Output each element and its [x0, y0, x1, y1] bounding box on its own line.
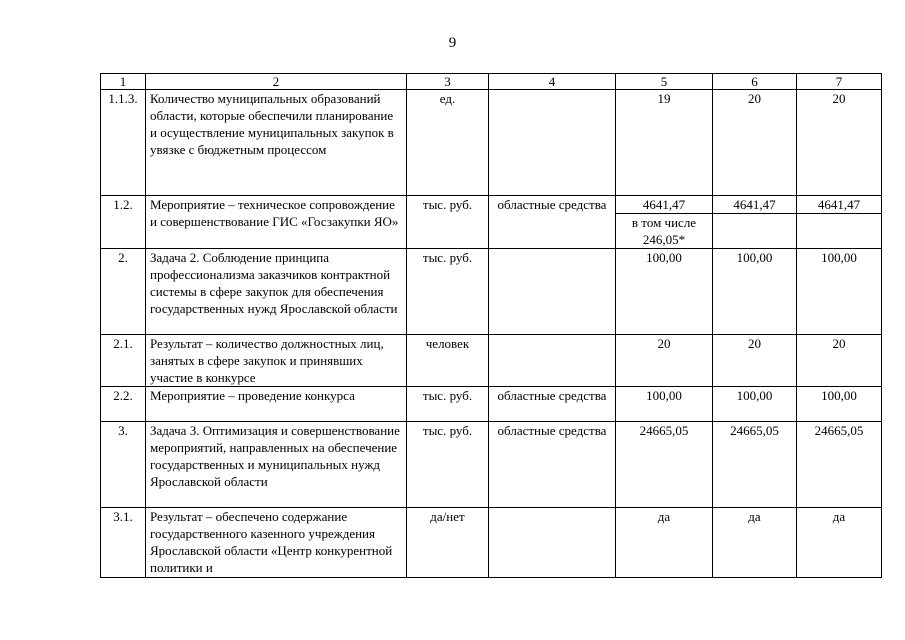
- row-source: [489, 249, 616, 335]
- table-row: [101, 335, 882, 387]
- row-source: [489, 335, 616, 387]
- row-unit: тыс. руб.: [407, 422, 489, 508]
- program-table: [100, 73, 882, 578]
- row-value-7: 4641,47: [797, 196, 882, 214]
- row-unit: тыс. руб.: [407, 249, 489, 335]
- column-header: 4: [489, 74, 616, 90]
- row-source: [489, 508, 616, 578]
- row-value-6: 20: [713, 90, 797, 196]
- row-number: 2.: [101, 249, 146, 335]
- row-name: Количество муниципальных образований области, которые обеспечили планирование и осуществление муниципальных закупок в увязке с бюджетным процессом: [146, 90, 407, 196]
- row-source: областные средства: [489, 387, 616, 422]
- row-unit: тыс. руб.: [407, 387, 489, 422]
- row-value-6: да: [713, 508, 797, 578]
- column-header: 2: [146, 74, 407, 90]
- row-unit: ед.: [407, 90, 489, 196]
- table-row: [101, 90, 882, 196]
- row-name: Задача 2. Соблюдение принципа профессионализма заказчиков контрактной системы в сфере закупок для обеспечения государственных нужд Ярославской области: [146, 249, 407, 335]
- row-unit: да/нет: [407, 508, 489, 578]
- row-source: областные средства: [489, 422, 616, 508]
- column-header: 6: [713, 74, 797, 90]
- row-value-6: 4641,47: [713, 196, 797, 214]
- row-value-7: да: [797, 508, 882, 578]
- table-header-row: [101, 74, 882, 90]
- empty-cell: [713, 214, 797, 249]
- column-header: 3: [407, 74, 489, 90]
- column-header: 1: [101, 74, 146, 90]
- row-value-6: 20: [713, 335, 797, 387]
- row-number: 1.2.: [101, 196, 146, 249]
- row-value-7: 24665,05: [797, 422, 882, 508]
- table-row: [101, 249, 882, 335]
- row-value-7: 100,00: [797, 387, 882, 422]
- row-number: 1.1.3.: [101, 90, 146, 196]
- row-name: Мероприятие – проведение конкурса: [146, 387, 407, 422]
- row-number: 2.2.: [101, 387, 146, 422]
- row-value-5: да: [616, 508, 713, 578]
- table-row: [101, 422, 882, 508]
- row-value-5: 19: [616, 90, 713, 196]
- row-unit: человек: [407, 335, 489, 387]
- row-name: Результат – количество должностных лиц, занятых в сфере закупок и принявших участие в конкурсе: [146, 335, 407, 387]
- row-source: областные средства: [489, 196, 616, 249]
- row-value-7: 20: [797, 90, 882, 196]
- row-value-6: 100,00: [713, 249, 797, 335]
- row-name: Результат – обеспечено содержание государственного казенного учреждения Ярославской области «Центр конкурентной политики и: [146, 508, 407, 578]
- row-name: Мероприятие – техническое сопровождение и совершенствование ГИС «Госзакупки ЯО»: [146, 196, 407, 249]
- row-number: 3.: [101, 422, 146, 508]
- row-value-6: 100,00: [713, 387, 797, 422]
- table-row: [101, 196, 882, 214]
- table-row: [101, 508, 882, 578]
- row-name: Задача 3. Оптимизация и совершенствование мероприятий, направленных на обеспечение государственных и муниципальных нужд Ярославской области: [146, 422, 407, 508]
- row-value-5-note: в том числе 246,05*: [616, 214, 713, 249]
- row-number: 3.1.: [101, 508, 146, 578]
- table-row: [101, 387, 882, 422]
- row-unit: тыс. руб.: [407, 196, 489, 249]
- row-value-5: 24665,05: [616, 422, 713, 508]
- row-value-5: 100,00: [616, 249, 713, 335]
- page-number: 9: [448, 35, 457, 51]
- row-value-5: 20: [616, 335, 713, 387]
- row-value-6: 24665,05: [713, 422, 797, 508]
- row-value-5: 4641,47: [616, 196, 713, 214]
- column-header: 5: [616, 74, 713, 90]
- row-value-7: 20: [797, 335, 882, 387]
- column-header: 7: [797, 74, 882, 90]
- row-number: 2.1.: [101, 335, 146, 387]
- row-value-5: 100,00: [616, 387, 713, 422]
- row-value-7: 100,00: [797, 249, 882, 335]
- empty-cell: [797, 214, 882, 249]
- row-source: [489, 90, 616, 196]
